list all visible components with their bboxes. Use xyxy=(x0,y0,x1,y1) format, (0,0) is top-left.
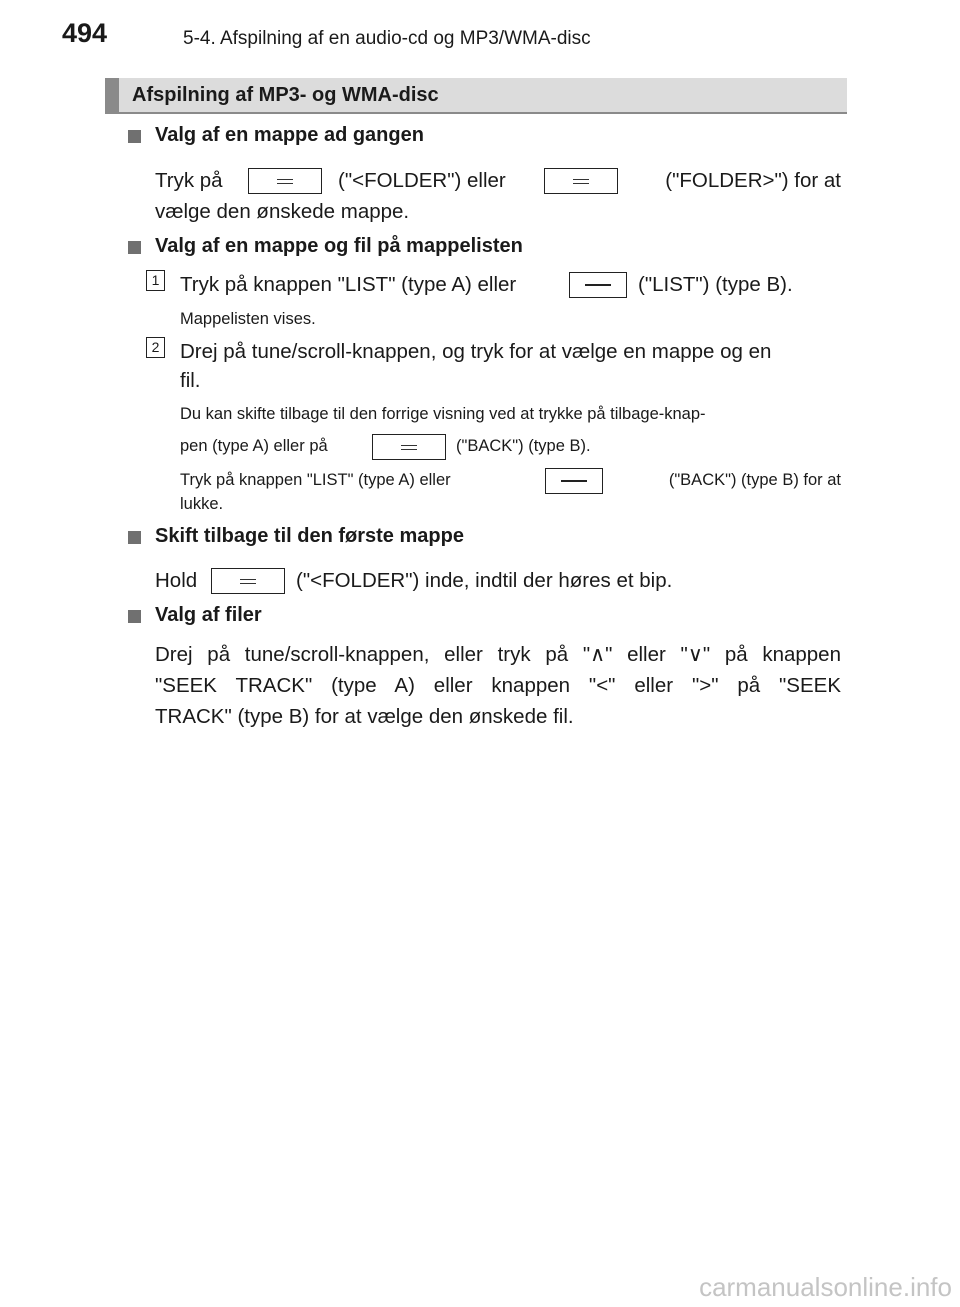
running-header: 5-4. Afspilning af en audio-cd og MP3/WMA-disc xyxy=(183,28,591,49)
note-text: Mappelisten vises. xyxy=(180,310,316,328)
folder-prev-button-icon xyxy=(248,168,322,194)
text-line: Drej på tune/scroll-knappen, eller tryk på "∧" eller "∨" på knappen xyxy=(155,643,841,666)
text-line: vælge den ønskede mappe. xyxy=(155,200,410,223)
page-number: 494 xyxy=(62,18,108,48)
folder-next-button-icon xyxy=(544,168,618,194)
subheading-first-folder: Skift tilbage til den første mappe xyxy=(155,525,464,547)
subheading-list: Valg af en mappe og fil på mappelisten xyxy=(155,235,523,257)
text-line: fil. xyxy=(180,369,201,392)
text-line: ("<FOLDER") inde, indtil der høres et bip. xyxy=(296,569,673,592)
text-line: ("LIST") (type B). xyxy=(638,273,793,296)
section-title: Afspilning af MP3- og WMA-disc xyxy=(132,84,439,106)
note-text: Tryk på knappen "LIST" (type A) eller xyxy=(180,471,451,489)
square-bullet-icon xyxy=(128,130,141,143)
watermark: carmanualsonline.info xyxy=(699,1272,952,1302)
square-bullet-icon xyxy=(128,610,141,623)
step-number-1: 1 xyxy=(146,270,165,291)
folder-prev-button-icon xyxy=(211,568,285,594)
note-text: ("BACK") (type B) for at xyxy=(668,471,841,489)
square-bullet-icon xyxy=(128,241,141,254)
text-line: Tryk på xyxy=(155,169,223,192)
note-text: Du kan skifte tilbage til den forrige visning ved at trykke på tilbage-knap- xyxy=(180,405,706,423)
back-button-icon xyxy=(372,434,446,460)
text-line: Hold xyxy=(155,569,198,592)
text-line: Tryk på knappen "LIST" (type A) eller xyxy=(180,273,517,296)
text-line: ("<FOLDER") eller xyxy=(338,169,506,192)
text-line: TRACK" (type B) for at vælge den ønskede fil. xyxy=(155,705,574,728)
note-text: lukke. xyxy=(180,495,224,513)
subheading-files: Valg af filer xyxy=(155,604,262,626)
section-heading-bar xyxy=(105,78,847,114)
back-button-icon xyxy=(545,468,603,494)
text-line: Drej på tune/scroll-knappen, og tryk for at vælge en mappe og en xyxy=(180,340,772,363)
note-text: pen (type A) eller på xyxy=(180,437,328,455)
note-text: ("BACK") (type B). xyxy=(456,437,591,455)
square-bullet-icon xyxy=(128,531,141,544)
step-number-2: 2 xyxy=(146,337,165,358)
subheading-folder: Valg af en mappe ad gangen xyxy=(155,124,424,146)
text-line: "SEEK TRACK" (type A) eller knappen "<" eller ">" på "SEEK xyxy=(155,674,841,697)
text-line: ("FOLDER>") for at xyxy=(665,169,841,192)
list-button-icon xyxy=(569,272,627,298)
